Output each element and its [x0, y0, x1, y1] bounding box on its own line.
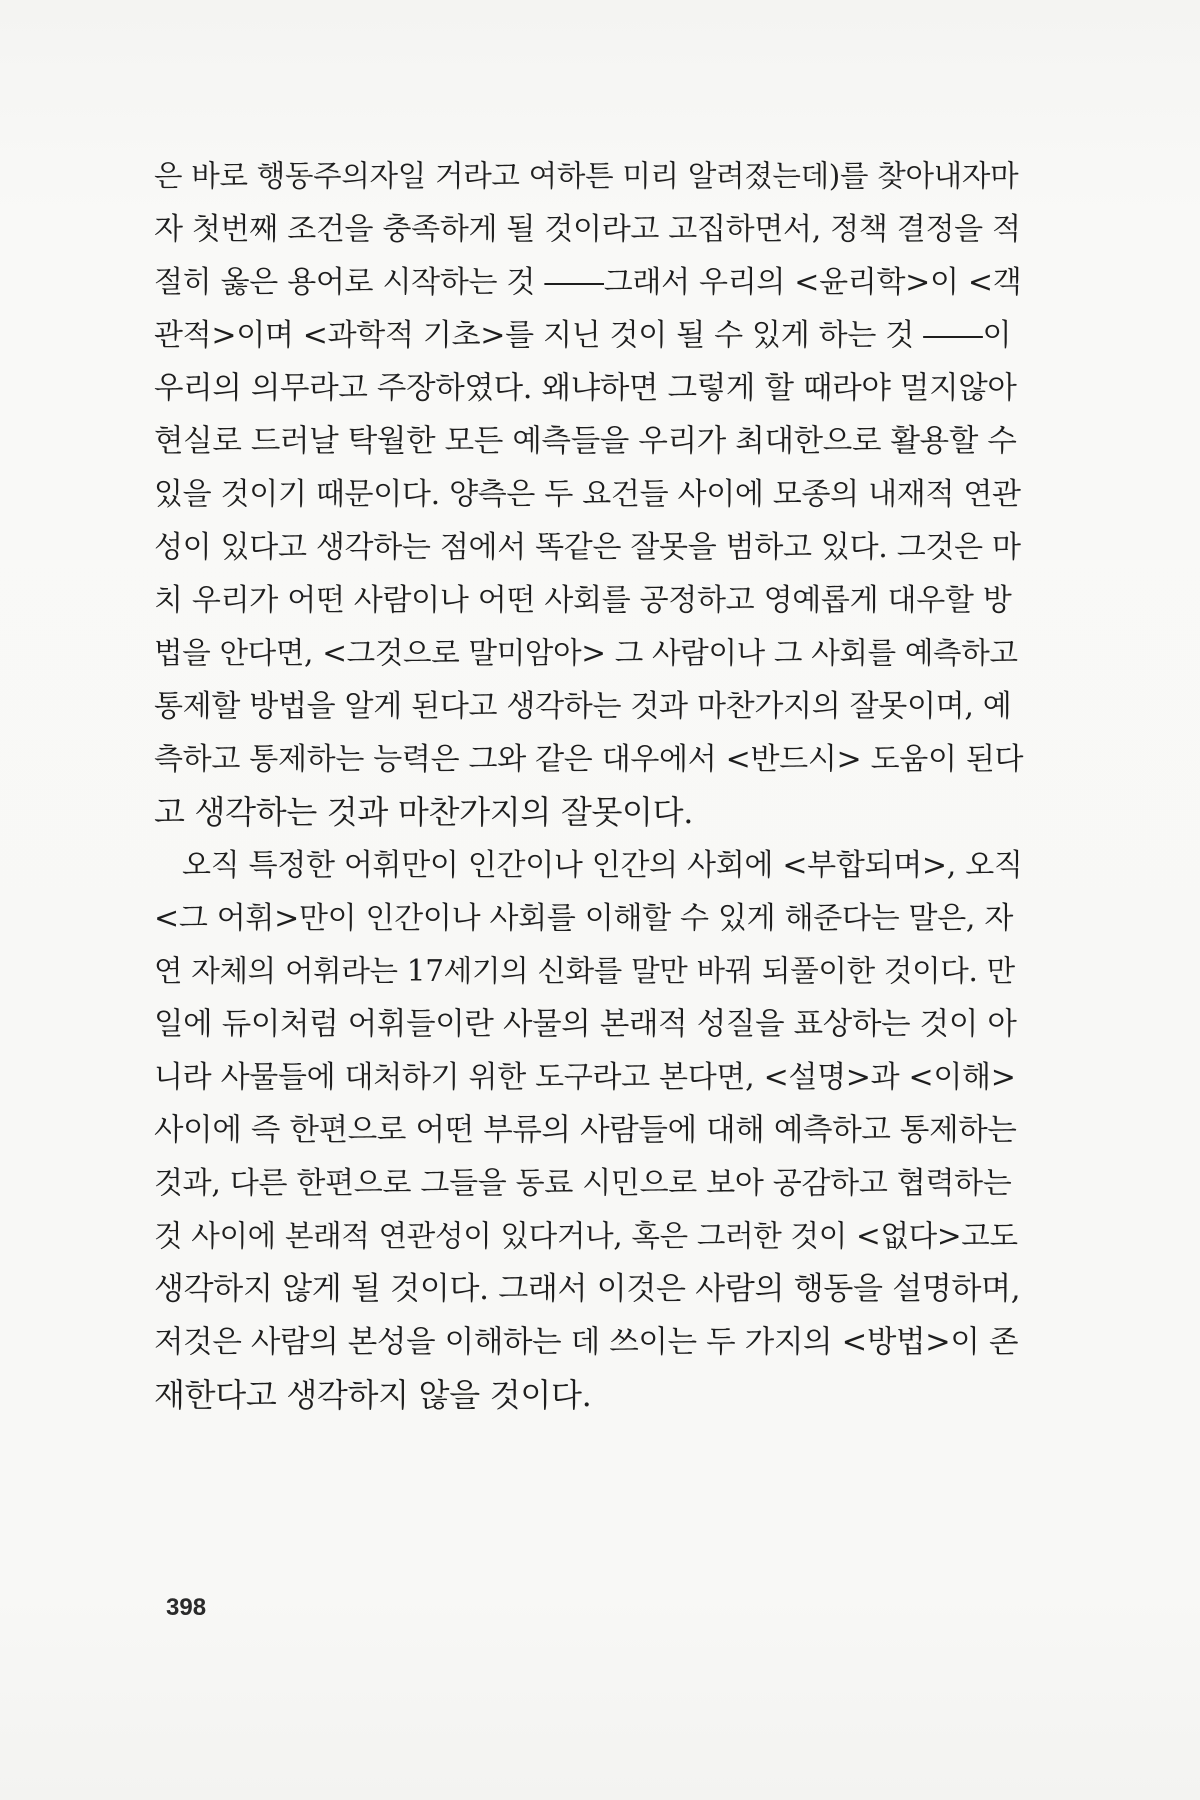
text-line: 절히 옳은 용어로 시작하는 것 ――그래서 우리의 <윤리학>이 <객: [154, 265, 1022, 300]
paragraph-2: [154, 839, 1024, 1422]
text-line: 일에 듀이처럼 어휘들이란 사물의 본래적 성질을 표상하는 것이 아: [154, 1007, 1017, 1042]
paragraph-1: [154, 150, 1024, 839]
page-number: 398: [166, 1594, 207, 1621]
text-line: 은 바로 행동주의자일 거라고 여하튼 미리 알려졌는데)를 찾아내자마: [154, 159, 1019, 193]
text-line: 생각하지 않게 될 것이다. 그래서 이것은 사람의 행동을 설명하며,: [154, 1271, 1021, 1307]
text-line: 통제할 방법을 알게 된다고 생각하는 것과 마찬가지의 잘못이며, 예: [154, 689, 1012, 724]
text-line: 것과, 다른 한편으로 그들을 동료 시민으로 보아 공감하고 협력하는: [154, 1166, 1012, 1201]
text-line: 오직 특정한 어휘만이 인간이나 인간의 사회에 <부합되며>, 오직: [182, 848, 1023, 883]
text-line: 재한다고 생각하지 않을 것이다.: [154, 1376, 592, 1414]
text-line: 사이에 즉 한편으로 어떤 부류의 사람들에 대해 예측하고 통제하는: [154, 1113, 1017, 1148]
text-line: 고 생각하는 것과 마찬가지의 잘못이다.: [154, 793, 694, 831]
text-line: 저것은 사람의 본성을 이해하는 데 쓰이는 두 가지의 <방법>이 존: [154, 1325, 1019, 1360]
text-line: 있을 것이기 때문이다. 양측은 두 요건들 사이에 모종의 내재적 연관: [154, 477, 1021, 512]
text-line: 측하고 통제하는 능력은 그와 같은 대우에서 <반드시> 도움이 된다: [154, 742, 1024, 777]
text-line: 연 자체의 어휘라는 17세기의 신화를 말만 바꿔 되풀이한 것이다. 만: [154, 954, 1015, 988]
text-line: 치 우리가 어떤 사람이나 어떤 사회를 공정하고 영예롭게 대우할 방: [154, 583, 1012, 618]
body-text: [154, 150, 1024, 1422]
text-line: 법을 안다면, <그것으로 말미암아> 그 사람이나 그 사회를 예측하고: [154, 636, 1018, 670]
text-line: 성이 있다고 생각하는 점에서 똑같은 잘못을 범하고 있다. 그것은 마: [154, 530, 1021, 565]
text-line: 자 첫번째 조건을 충족하게 될 것이라고 고집하면서, 정책 결정을 적: [154, 212, 1021, 247]
text-line: 관적>이며 <과학적 기초>를 지닌 것이 될 수 있게 하는 것 ――이: [154, 318, 1012, 353]
text-line: 니라 사물들에 대처하기 위한 도구라고 본다면, <설명>과 <이해>: [154, 1060, 1016, 1095]
text-line: <그 어휘>만이 인간이나 사회를 이해할 수 있게 해준다는 말은, 자: [154, 901, 1014, 936]
text-line: 것 사이에 본래적 연관성이 있다거나, 혹은 그러한 것이 <없다>고도: [154, 1219, 1018, 1253]
text-line: 우리의 의무라고 주장하였다. 왜냐하면 그렇게 할 때라야 멀지않아: [154, 371, 1017, 406]
text-line: 현실로 드러날 탁월한 모든 예측들을 우리가 최대한으로 활용할 수: [154, 424, 1017, 459]
